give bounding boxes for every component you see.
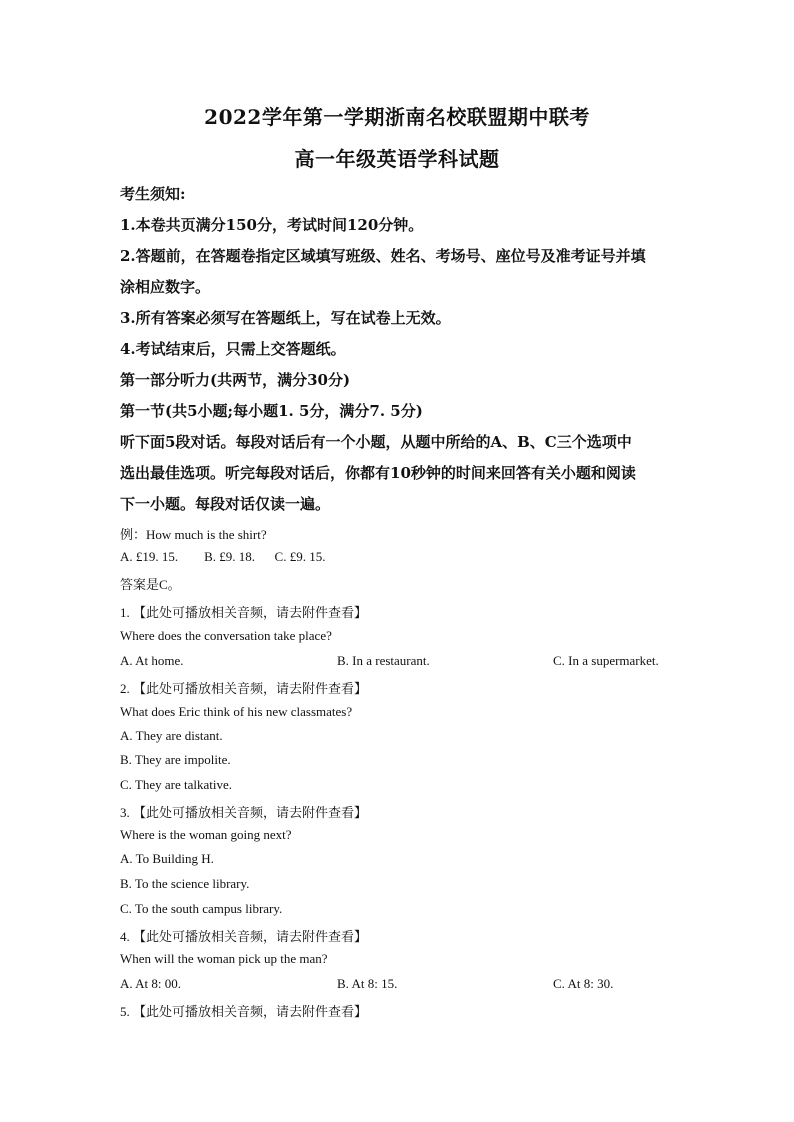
question-4-option-b: B. At 8: 15. <box>337 976 398 991</box>
section1-heading: 第一节(共5小题;每小题1. 5分，满分7. 5分) <box>120 402 423 420</box>
example-answer: 答案是C。 <box>120 577 181 592</box>
question-1-option-c: C. In a supermarket. <box>553 653 659 668</box>
exam-title: 2022学年第一学期浙南名校联盟期中联考 <box>204 105 590 129</box>
example-question: 例：How much is the shirt? <box>120 527 267 542</box>
question-4-stem: When will the woman pick up the man? <box>120 951 328 966</box>
question-1-option-a: A. At home. <box>120 653 184 668</box>
question-3-option-c: C. To the south campus library. <box>120 901 283 916</box>
question-1-option-b: B. In a restaurant. <box>337 653 430 668</box>
part1-heading: 第一部分听力(共两节，满分30分) <box>120 371 351 389</box>
question-5-number: 5. 【此处可播放相关音频，请去附件查看】 <box>120 1004 368 1019</box>
instructions-line-2: 选出最佳选项。听完每段对话后，你都有10秒钟的时间来回答有关小题和阅读 <box>120 464 636 482</box>
question-3-option-a: A. To Building H. <box>120 851 214 866</box>
notice-item-2-line-1: 2.答题前，在答题卷指定区域填写班级、姓名、考场号、座位号及准考证号并填 <box>120 247 646 265</box>
question-3-stem: Where is the woman going next? <box>120 827 292 842</box>
question-1-stem: Where does the conversation take place? <box>120 628 332 643</box>
instructions-line-3: 下一小题。每段对话仅读一遍。 <box>120 495 331 513</box>
exam-subtitle: 高一年级英语学科试题 <box>294 147 500 171</box>
example-options: A. £19. 15. B. £9. 18. C. £9. 15. <box>120 549 326 564</box>
question-4-option-c: C. At 8: 30. <box>553 976 614 991</box>
question-2-option-a: A. They are distant. <box>120 728 223 743</box>
question-4-number: 4. 【此处可播放相关音频，请去附件查看】 <box>120 929 368 944</box>
notice-item-2-line-2: 涂相应数字。 <box>120 278 211 296</box>
question-2-option-b: B. They are impolite. <box>120 752 231 767</box>
question-3-option-b: B. To the science library. <box>120 876 250 891</box>
question-2-stem: What does Eric think of his new classmates? <box>120 704 353 719</box>
question-1-number: 1. 【此处可播放相关音频，请去附件查看】 <box>120 605 368 620</box>
notice-item-1: 1.本卷共页满分150分，考试时间120分钟。 <box>120 216 424 234</box>
question-2-option-c: C. They are talkative. <box>120 777 233 792</box>
notice-item-3: 3.所有答案必须写在答题纸上，写在试卷上无效。 <box>120 309 451 327</box>
question-3-number: 3. 【此处可播放相关音频，请去附件查看】 <box>120 805 368 820</box>
question-2-number: 2. 【此处可播放相关音频，请去附件查看】 <box>120 681 368 696</box>
instructions-line-1: 听下面5段对话。每段对话后有一个小题，从题中所给的A、B、C三个选项中 <box>120 433 632 451</box>
notice-item-4: 4.考试结束后，只需上交答题纸。 <box>120 340 346 358</box>
notice-heading: 考生须知: <box>120 185 186 203</box>
question-4-option-a: A. At 8: 00. <box>120 976 182 991</box>
